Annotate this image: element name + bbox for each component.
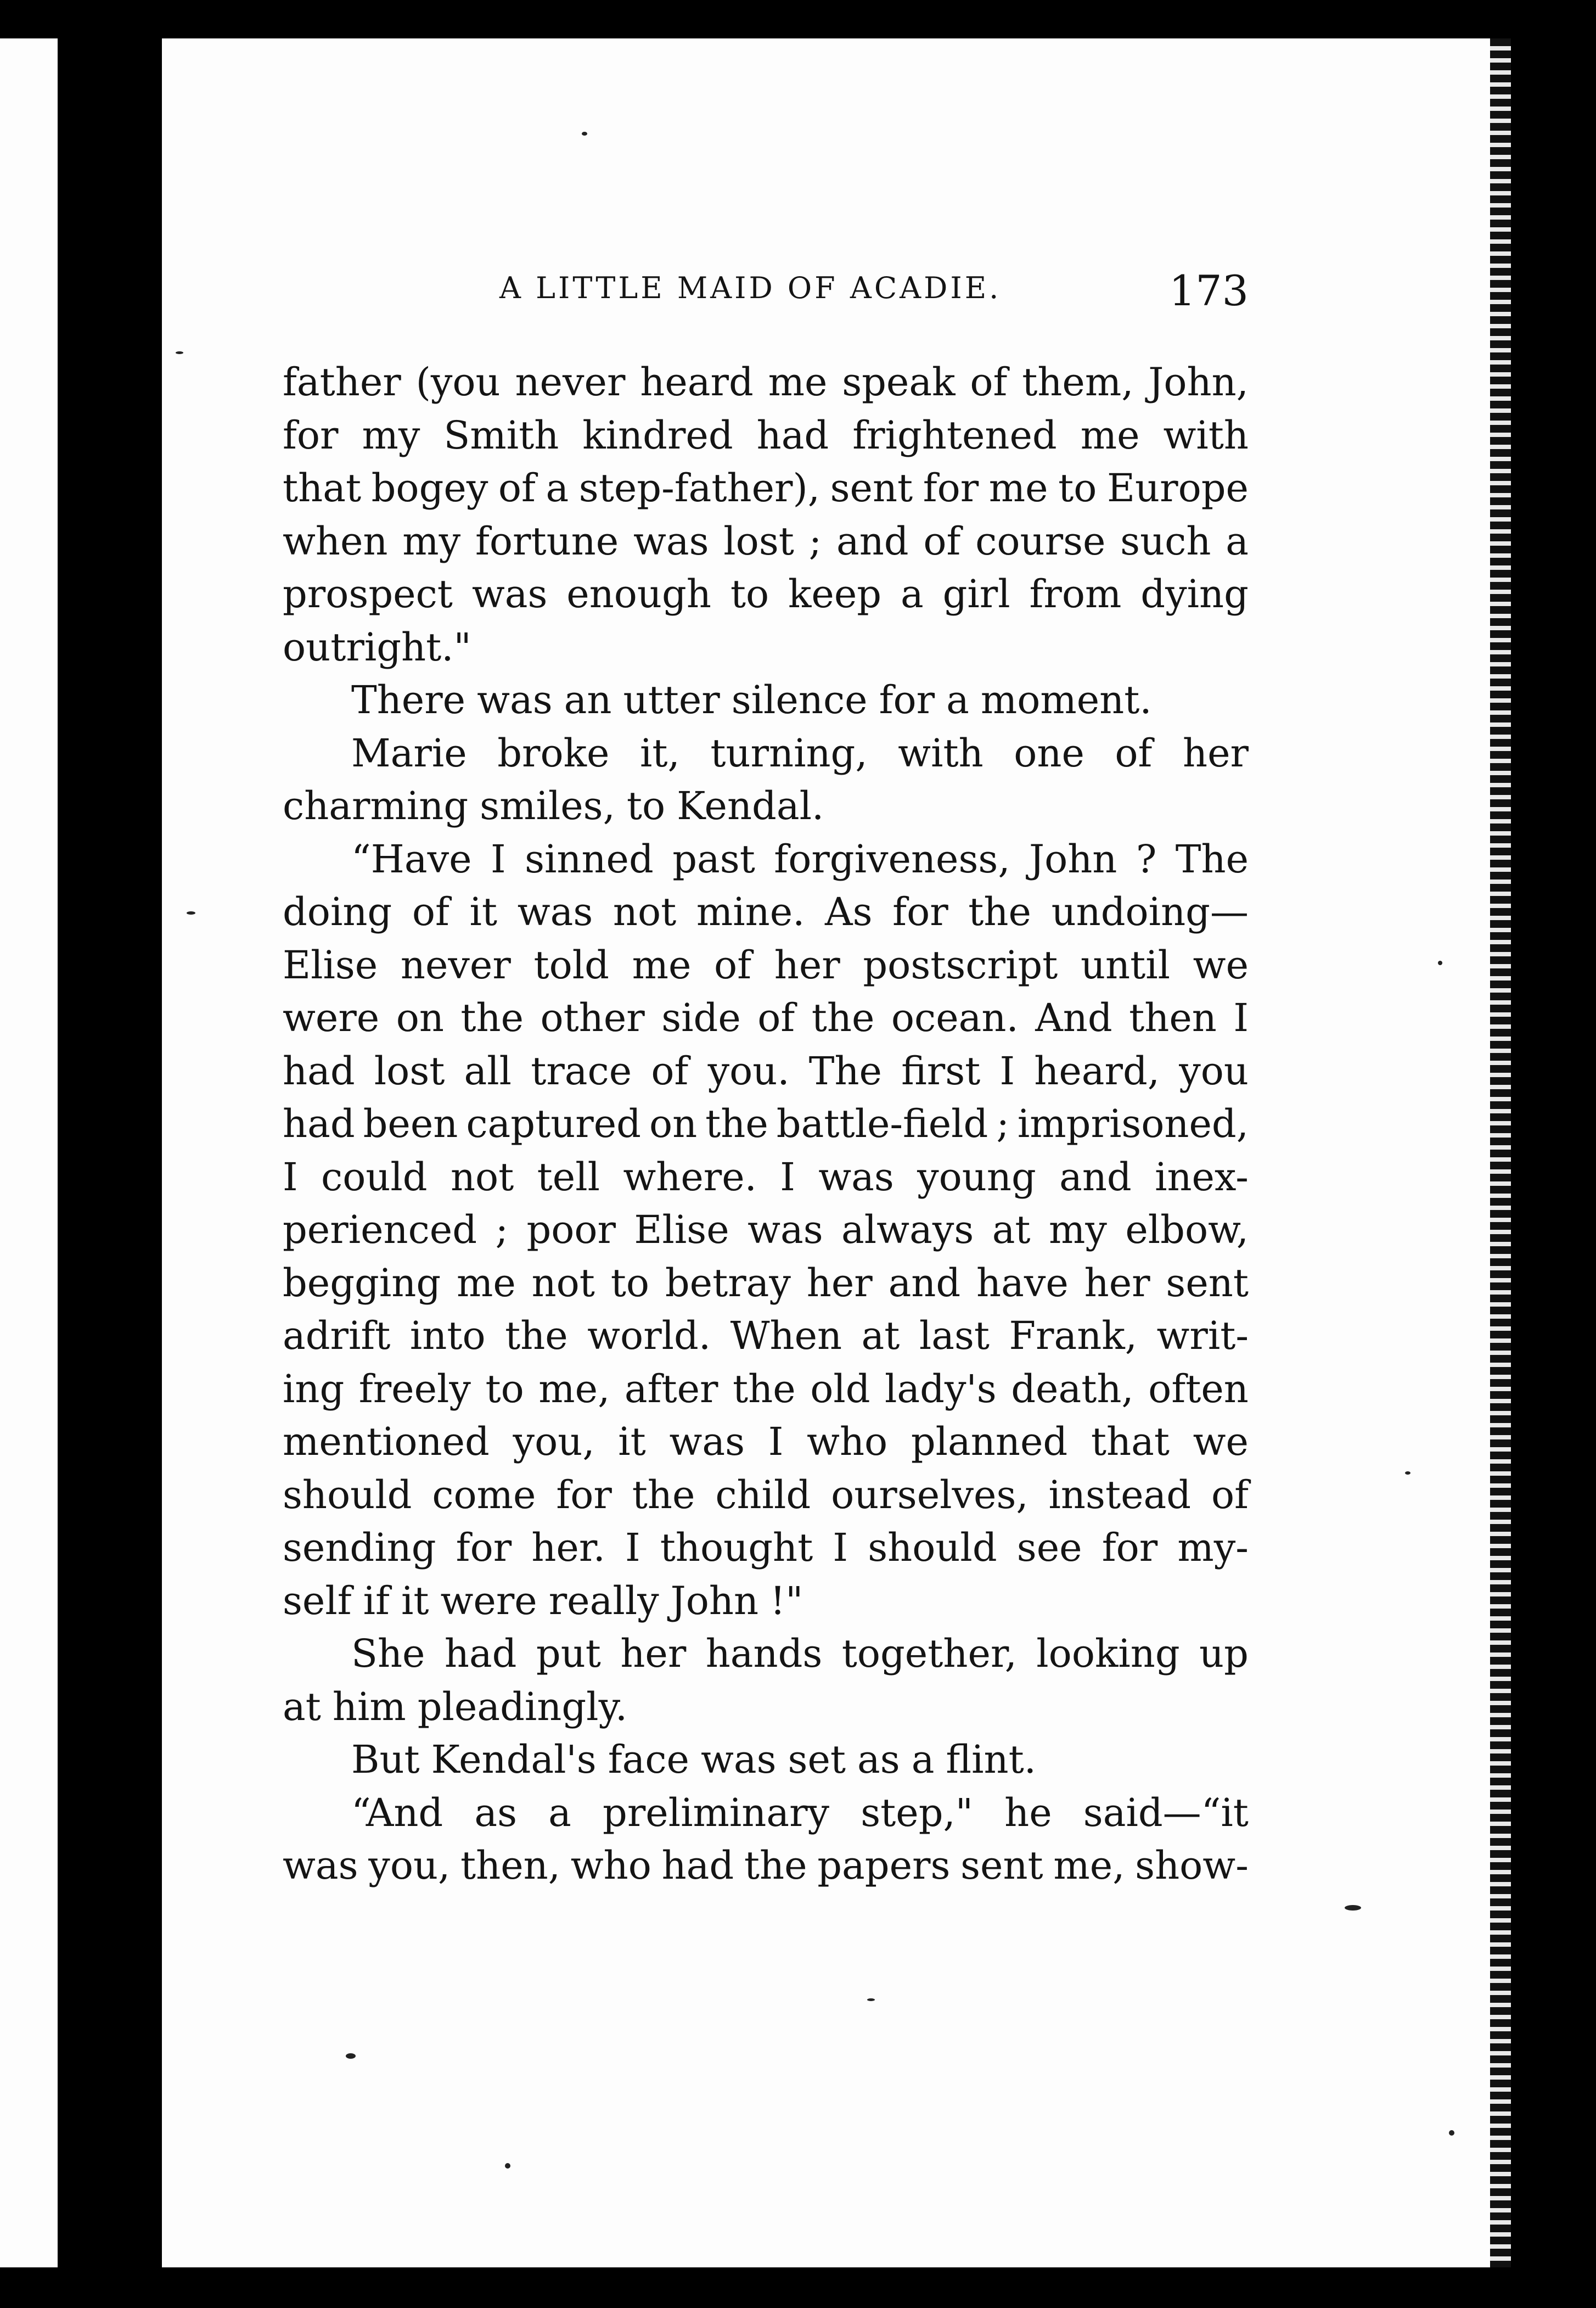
print-speck [1449, 2130, 1454, 2136]
text-line: Marie broke it, turning, with one of her [351, 730, 1249, 776]
text-line: begging me not to betray her and have her sent [283, 1260, 1249, 1306]
text-line: She had put her hands together, looking up [351, 1631, 1249, 1676]
text-line: mentioned you, it was I who planned that we [283, 1419, 1249, 1464]
text-line: adrift into the world. When at last Frank, writ- [283, 1313, 1249, 1358]
text-line: sending for her. I thought I should see for my- [283, 1525, 1249, 1570]
text-line: perienced ; poor Elise was always at my elbow, [283, 1207, 1249, 1252]
print-speck [176, 351, 183, 354]
text-line: Elise never told me of her postscript until we [283, 942, 1249, 988]
page-number: 173 [1168, 266, 1249, 315]
page-edge-stack [1490, 38, 1511, 2267]
text-line: self if it were really John !" [283, 1578, 803, 1623]
text-line: were on the other side of the ocean. And then I [283, 995, 1249, 1040]
text-line: had been captured on the battle-field ; imprisoned, [283, 1101, 1249, 1146]
text-line: had lost all trace of you. The first I heard, you [283, 1048, 1249, 1094]
print-speck [187, 911, 195, 915]
text-line: for my Smith kindred had frightened me with [283, 412, 1249, 458]
text-line: that bogey of a step-father), sent for me to Europe [283, 466, 1249, 511]
text-line: There was an utter silence for a moment. [351, 677, 1152, 722]
print-speck [1405, 1471, 1410, 1475]
text-line: prospect was enough to keep a girl from dying [283, 572, 1249, 617]
text-line: I could not tell where. I was young and inex- [283, 1154, 1249, 1200]
text-line: when my fortune was lost ; and of course such a [283, 518, 1249, 564]
facing-page-edge [0, 38, 58, 2267]
text-line: But Kendal's face was set as a flint. [351, 1737, 1036, 1782]
print-speck [867, 1998, 875, 2001]
running-head [499, 266, 1249, 327]
print-speck [505, 2163, 510, 2169]
text-line: outright." [283, 624, 471, 670]
print-speck [346, 2053, 356, 2059]
text-line: was you, then, who had the papers sent me, show- [283, 1843, 1249, 1888]
print-speck [1438, 961, 1442, 965]
text-line: “Have I sinned past forgiveness, John ? The [351, 836, 1249, 882]
text-line: should come for the child ourselves, instead of [283, 1472, 1249, 1517]
text-line: “And as a preliminary step," he said—“it [351, 1790, 1249, 1835]
print-speck [582, 132, 587, 136]
running-title: A LITTLE MAID OF ACADIE. [499, 271, 1002, 305]
text-line: charming smiles, to Kendal. [283, 783, 824, 828]
text-line: at him pleadingly. [283, 1684, 628, 1729]
print-speck [1345, 1905, 1361, 1911]
text-line: doing of it was not mine. As for the undoing— [283, 889, 1249, 934]
body-text [283, 356, 1249, 1892]
text-line: father (you never heard me speak of them, John, [283, 360, 1249, 405]
text-line: ing freely to me, after the old lady's death, often [283, 1366, 1249, 1411]
